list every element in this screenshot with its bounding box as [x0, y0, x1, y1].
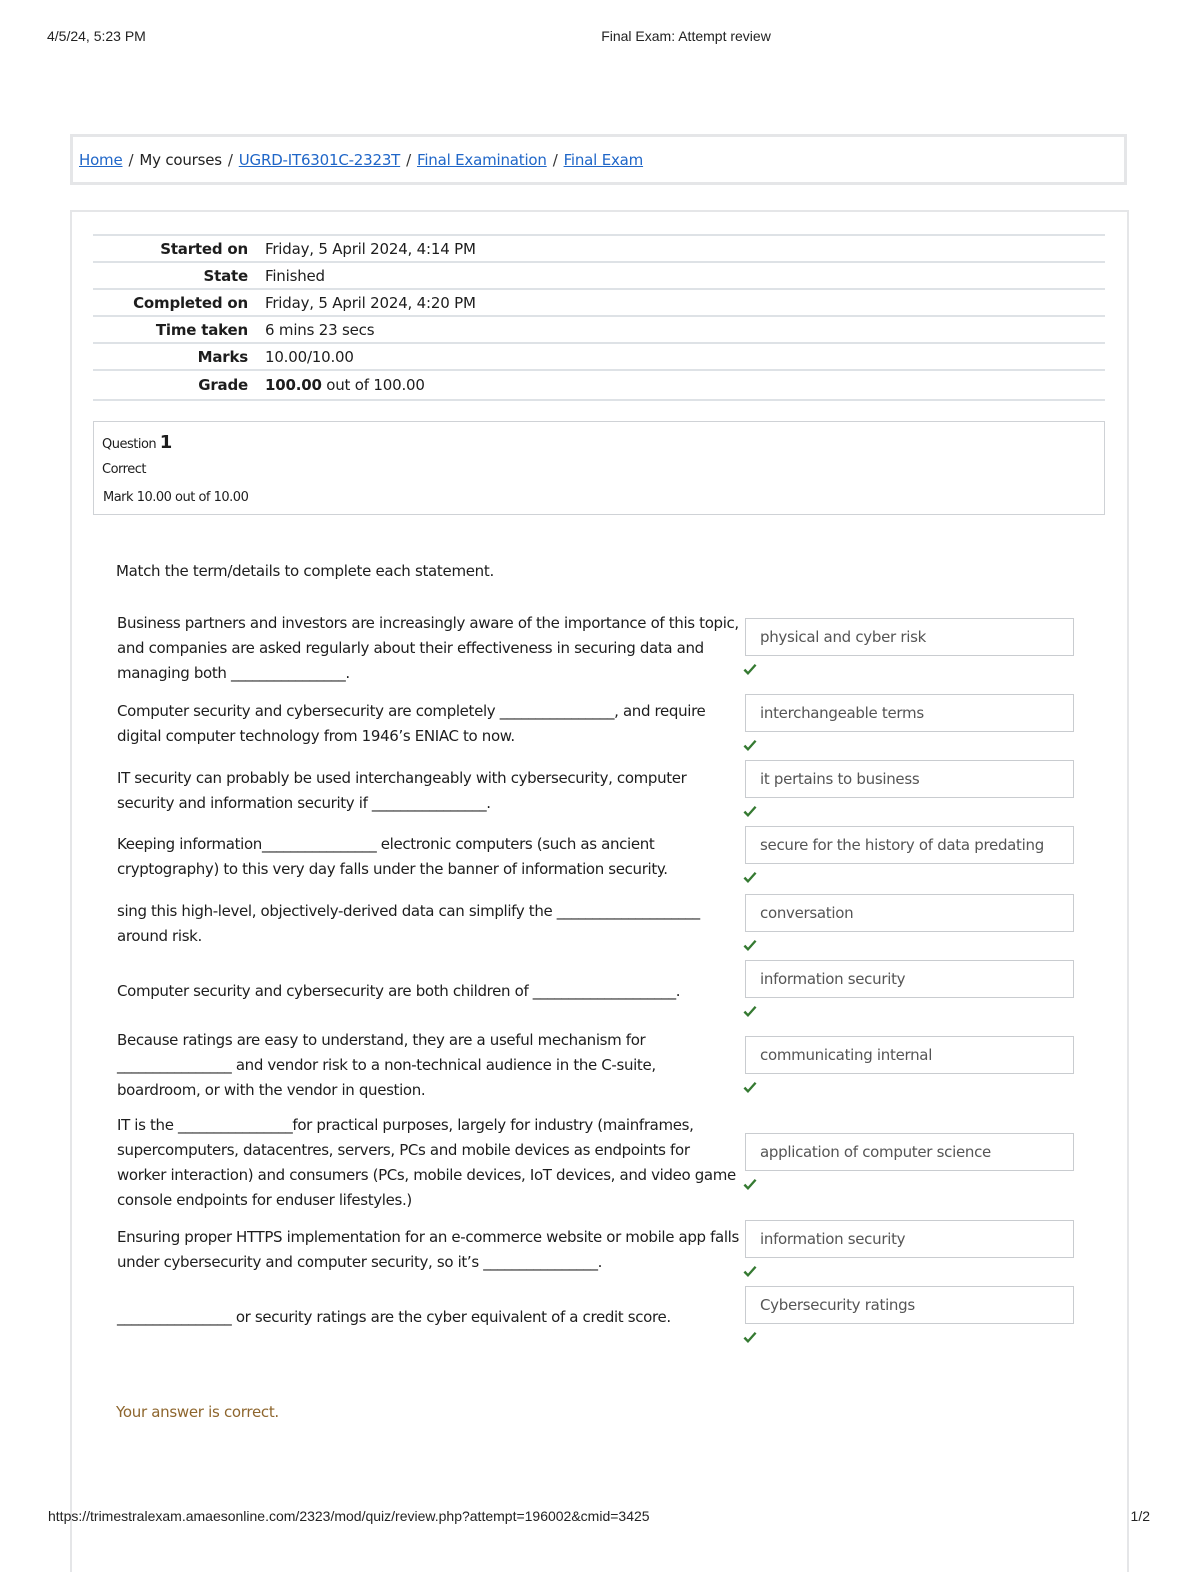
- match-statement: IT is the ________________for practical purposes, largely for industry (mainframes, supercomputers, datacentres, servers, PCs and mobile devices as endpoints for worker interaction) and consumers (PCs, mobile devices, IoT devices, and video game console endpoints for enduser lifestyles.): [117, 1116, 736, 1209]
- match-statement: Computer security and cybersecurity are completely ________________, and require digital computer technology from 1946’s ENIAC to now.: [117, 702, 706, 745]
- grade-value: [265, 370, 1105, 400]
- answer-feedback: Your answer is correct.: [116, 1403, 279, 1421]
- correct-check-icon: [742, 738, 758, 754]
- correct-check-icon: [742, 1004, 758, 1020]
- started-on-value: Friday, 5 April 2024, 4:14 PM: [265, 235, 1105, 262]
- match-answer-select[interactable]: application of computer science: [745, 1133, 1074, 1171]
- question-number-value: 1: [159, 432, 173, 453]
- grade-out-of: out of 100.00: [326, 376, 425, 394]
- started-on-label: Started on: [93, 235, 265, 262]
- time-taken-value: 6 mins 23 secs: [265, 316, 1105, 343]
- breadcrumb-quiz-link[interactable]: Final Exam: [563, 151, 644, 169]
- correct-check-icon: [742, 1080, 758, 1096]
- summary-row-marks: [93, 343, 1105, 370]
- question-label: Question: [102, 437, 157, 452]
- match-statement: Keeping information________________ electronic computers (such as ancient cryptography) to this very day falls under the banner of information security.: [117, 835, 668, 878]
- print-page-number: 1/2: [1130, 1508, 1150, 1524]
- print-date: 4/5/24, 5:23 PM: [47, 28, 146, 44]
- state-value: Finished: [265, 262, 1105, 289]
- correct-check-icon: [742, 1177, 758, 1193]
- question-prompt: Match the term/details to complete each statement.: [116, 562, 494, 580]
- breadcrumb-home-link[interactable]: Home: [79, 151, 123, 169]
- breadcrumb-separator: /: [552, 151, 558, 169]
- correct-check-icon: [742, 662, 758, 678]
- match-answer-select[interactable]: conversation: [745, 894, 1074, 932]
- breadcrumb-separator: /: [406, 151, 411, 169]
- summary-row-started: [93, 235, 1105, 262]
- breadcrumb-course-link[interactable]: UGRD-IT6301C-2323T: [238, 151, 401, 169]
- grade-label: Grade: [93, 370, 265, 400]
- question-number: [102, 432, 172, 453]
- match-statement: sing this high-level, objectively-derived data can simplify the ____________________ around risk.: [117, 902, 700, 945]
- match-answer-select[interactable]: interchangeable terms: [745, 694, 1074, 732]
- match-answer-select[interactable]: information security: [745, 1220, 1074, 1258]
- completed-on-label: Completed on: [93, 289, 265, 316]
- match-answer-select[interactable]: Cybersecurity ratings: [745, 1286, 1074, 1324]
- marks-label: Marks: [93, 343, 265, 370]
- print-title: Final Exam: Attempt review: [601, 28, 771, 44]
- match-statement: IT security can probably be used interchangeably with cybersecurity, computer security and information security if ________________.: [117, 769, 687, 812]
- correct-check-icon: [742, 804, 758, 820]
- match-answer-select[interactable]: communicating internal: [745, 1036, 1074, 1074]
- question-info-box: [93, 421, 1105, 515]
- match-statement: Computer security and cybersecurity are both children of ____________________.: [117, 982, 681, 1000]
- match-answer-select[interactable]: physical and cyber risk: [745, 618, 1074, 656]
- attempt-summary-table: [93, 234, 1105, 401]
- match-answer-select[interactable]: information security: [745, 960, 1074, 998]
- correct-check-icon: [742, 938, 758, 954]
- summary-row-grade: [93, 370, 1105, 400]
- correct-check-icon: [742, 870, 758, 886]
- review-content-panel: [70, 210, 1129, 1572]
- marks-value: 10.00/10.00: [265, 343, 1105, 370]
- breadcrumb-bar: [70, 134, 1127, 185]
- completed-on-value: Friday, 5 April 2024, 4:20 PM: [265, 289, 1105, 316]
- print-url: https://trimestralexam.amaesonline.com/2323/mod/quiz/review.php?attempt=196002&cmid=3425: [48, 1508, 650, 1524]
- correct-check-icon: [742, 1330, 758, 1346]
- match-answer-select[interactable]: secure for the history of data predating: [745, 826, 1074, 864]
- match-answer-select[interactable]: it pertains to business: [745, 760, 1074, 798]
- grade-score: 100.00: [265, 376, 322, 394]
- breadcrumb: [79, 151, 643, 169]
- match-statement: Because ratings are easy to understand, they are a useful mechanism for ________________ and vendor risk to a non-technical audience in the C-suite, boardroom, or with the vendor in question.: [117, 1031, 656, 1099]
- summary-row-state: [93, 262, 1105, 289]
- breadcrumb-section-link[interactable]: Final Examination: [417, 151, 547, 169]
- time-taken-label: Time taken: [93, 316, 265, 343]
- match-statement: Business partners and investors are increasingly aware of the importance of this topic, and companies are asked regularly about their effectiveness in securing data and managing both ________________.: [117, 614, 739, 682]
- state-label: State: [93, 262, 265, 289]
- summary-row-time: [93, 316, 1105, 343]
- breadcrumb-my-courses: My courses: [139, 151, 222, 169]
- breadcrumb-separator: /: [227, 151, 233, 169]
- correct-check-icon: [742, 1264, 758, 1280]
- breadcrumb-separator: /: [128, 151, 134, 169]
- question-state: Correct: [102, 462, 146, 477]
- question-grade: Mark 10.00 out of 10.00: [103, 490, 249, 505]
- match-statement: ________________ or security ratings are the cyber equivalent of a credit score.: [117, 1308, 671, 1326]
- summary-row-completed: [93, 289, 1105, 316]
- match-statement: Ensuring proper HTTPS implementation for an e-commerce website or mobile app falls under cybersecurity and computer security, so it’s ________________.: [117, 1228, 739, 1271]
